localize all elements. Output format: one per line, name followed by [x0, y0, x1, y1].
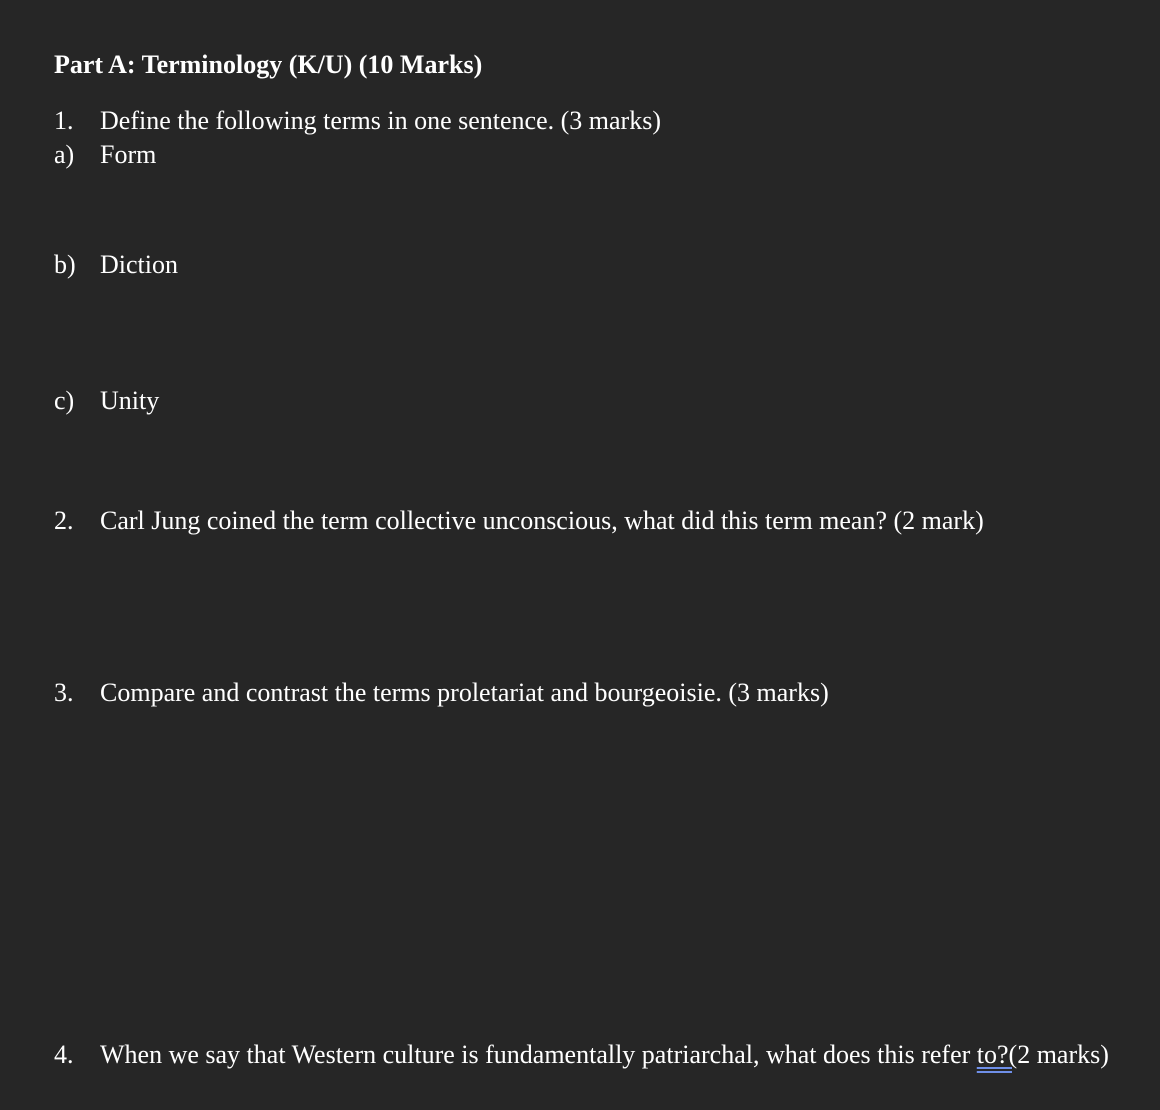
- question-number: 4.: [54, 1040, 74, 1069]
- grammar-flagged-text[interactable]: to?(: [976, 1040, 1018, 1069]
- section-heading: Part A: Terminology (K/U) (10 Marks): [54, 50, 483, 79]
- sub-item-letter: a): [54, 140, 75, 169]
- question-1: [54, 104, 661, 138]
- term-text: Diction: [100, 250, 178, 279]
- question-4: [54, 1038, 1109, 1072]
- question-text-part: 2 marks): [1017, 1040, 1109, 1069]
- term-text: Unity: [100, 386, 160, 415]
- question-text: Compare and contrast the terms proletariat and bourgeoisie. (3 marks): [100, 678, 829, 707]
- question-3: [54, 676, 829, 710]
- question-2: [54, 504, 984, 538]
- sub-item-a: [54, 138, 156, 172]
- sub-item-letter: b): [54, 250, 76, 279]
- sub-item-letter: c): [54, 386, 75, 415]
- question-text: Carl Jung coined the term collective unconscious, what did this term mean? (2 mark): [100, 506, 984, 535]
- question-text-part: When we say that Western culture is fundamentally patriarchal, what does this refer: [100, 1040, 977, 1069]
- question-number: 1.: [54, 106, 74, 135]
- sub-item-b: [54, 248, 178, 282]
- sub-item-c: [54, 384, 159, 418]
- question-text: Define the following terms in one sentence. (3 marks): [100, 106, 661, 135]
- term-text: Form: [100, 140, 157, 169]
- question-number: 2.: [54, 506, 74, 535]
- question-text: [100, 1040, 1109, 1069]
- question-number: 3.: [54, 678, 74, 707]
